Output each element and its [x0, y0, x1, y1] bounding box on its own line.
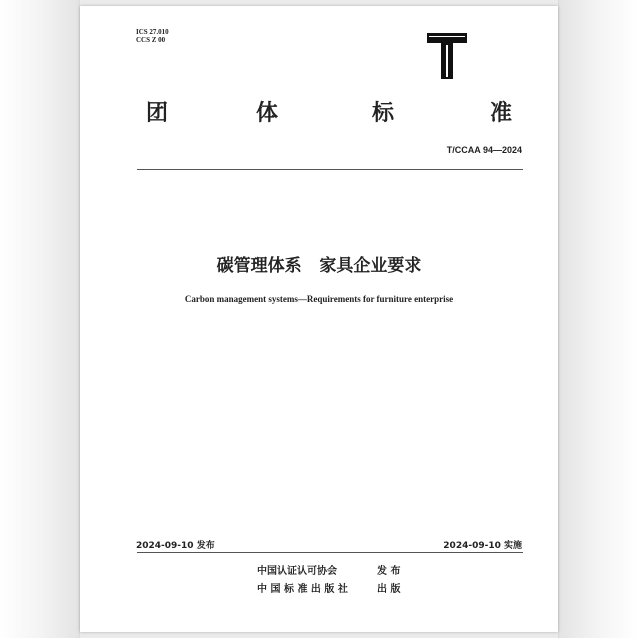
background-frame-left [0, 0, 80, 638]
press-name: 中 国 标 准 出 版 社 [257, 584, 348, 595]
header-divider [137, 169, 523, 170]
t-standard-logo-icon [427, 33, 467, 79]
heading-char-3: 标 [372, 101, 395, 126]
implement-date: 2024-09-10 实施 [443, 541, 522, 551]
ccs-code: CCS Z 00 [136, 36, 166, 44]
publisher-action: 发 布 [377, 566, 401, 577]
background-frame-right [558, 0, 638, 638]
standard-number: T/CCAA 94—2024 [446, 145, 522, 155]
press-action: 出 版 [377, 584, 401, 595]
title-chinese: 碳管理体系 家具企业要求 [216, 256, 422, 276]
ics-code: ICS 27.010 [136, 28, 169, 36]
classification-codes [136, 28, 169, 44]
heading-char-4: 准 [490, 101, 513, 126]
publisher-name: 中国认证认可协会 [257, 566, 337, 577]
heading-char-1: 团 [146, 101, 169, 126]
footer-divider [137, 552, 523, 553]
document-page [80, 6, 558, 632]
heading-char-2: 体 [256, 101, 279, 126]
issue-date: 2024-09-10 发布 [136, 541, 215, 551]
title-english: Carbon management systems—Requirements for furniture enterprise [184, 294, 454, 304]
